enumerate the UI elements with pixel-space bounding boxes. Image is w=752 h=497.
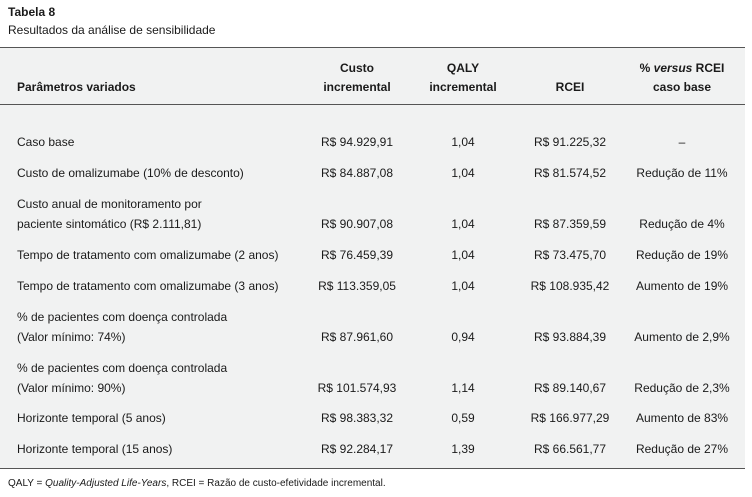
incremental-cost-cell: R$ 98.383,32 (320, 411, 394, 425)
incremental-qaly-cell: 1,39 (451, 442, 475, 456)
pct-vs-base-cell: Redução de 11% (636, 166, 728, 180)
rcei-cell: R$ 93.884,39 (533, 330, 607, 344)
rcei-cell: R$ 81.574,52 (533, 166, 607, 180)
pct-vs-base-cell: Redução de 19% (635, 248, 729, 262)
incremental-cost-cell: R$ 84.887,08 (320, 166, 394, 180)
header-rcei: RCEI (555, 80, 585, 94)
sensitivity-table (0, 47, 745, 469)
incremental-qaly-cell: 1,04 (451, 166, 475, 180)
header-cost-line1: Custo (340, 61, 374, 75)
header-qaly-line1: QALY (446, 61, 480, 75)
rcei-cell: R$ 166.977,29 (530, 411, 610, 425)
header-pct-vs-base (627, 59, 737, 97)
table-footnote (8, 478, 386, 489)
parameter-line2: (Valor mínimo: 90%) (17, 381, 126, 395)
incremental-qaly-cell: 1,14 (451, 381, 475, 395)
table-body (0, 105, 745, 468)
pct-vs-base-cell: Aumento de 83% (635, 411, 729, 425)
header-qaly-line2: incremental (429, 80, 497, 94)
incremental-cost-cell: R$ 94.929,91 (320, 135, 394, 149)
header-pct-line1 (627, 59, 737, 78)
parameter-line1: % de pacientes com doença controlada (17, 310, 228, 324)
footnote-part-c: , RCEI = Razão de custo-efetividade incremental. (166, 478, 386, 489)
parameter-line2: paciente sintomático (R$ 2.111,81) (17, 217, 202, 231)
rcei-cell: R$ 73.475,70 (533, 248, 607, 262)
incremental-cost-cell: R$ 87.961,60 (320, 330, 394, 344)
parameter-line2: (Valor mínimo: 74%) (17, 330, 126, 344)
header-incremental-cost (309, 59, 405, 97)
parameter-line1: Custo de omalizumabe (10% de desconto) (17, 166, 244, 180)
incremental-cost-cell: R$ 113.359,05 (318, 279, 396, 293)
incremental-qaly-cell: 0,94 (451, 330, 475, 344)
pct-vs-base-cell: Redução de 2,3% (634, 381, 730, 395)
incremental-qaly-cell: 1,04 (451, 217, 475, 231)
parameter-line1: Caso base (17, 135, 75, 149)
pct-vs-base-cell: Redução de 4% (639, 217, 725, 231)
incremental-cost-cell: R$ 90.907,08 (320, 217, 394, 231)
footnote-part-a: QALY = (8, 478, 46, 489)
rcei-cell: R$ 87.359,59 (533, 217, 607, 231)
rcei-cell: R$ 66.561,77 (533, 442, 607, 456)
header-cost-line2: incremental (323, 80, 391, 94)
header-incremental-qaly (414, 59, 512, 97)
header-parameters: Parâmetros variados (17, 80, 136, 94)
incremental-cost-cell: R$ 92.284,17 (320, 442, 394, 456)
footnote-part-b: Quality-Adjusted Life-Years (45, 478, 167, 489)
header-pct-prefix: % (639, 61, 654, 75)
pct-vs-base-cell: – (678, 135, 686, 149)
parameter-line1: Custo anual de monitoramento por (17, 197, 202, 211)
header-pct-italic: versus (653, 61, 693, 75)
incremental-qaly-cell: 0,59 (451, 411, 475, 425)
parameter-line1: Tempo de tratamento com omalizumabe (3 anos) (17, 279, 279, 293)
parameter-line1: Horizonte temporal (15 anos) (17, 442, 173, 456)
pct-vs-base-cell: Aumento de 19% (635, 279, 729, 293)
rcei-cell: R$ 108.935,42 (530, 279, 610, 293)
incremental-qaly-cell: 1,04 (451, 135, 475, 149)
parameter-line1: Tempo de tratamento com omalizumabe (2 anos) (17, 248, 279, 262)
incremental-qaly-cell: 1,04 (451, 279, 475, 293)
table-title: Tabela 8 (8, 5, 56, 19)
pct-vs-base-cell: Redução de 27% (635, 442, 729, 456)
rcei-cell: R$ 89.140,67 (533, 381, 607, 395)
incremental-cost-cell: R$ 101.574,93 (317, 381, 397, 395)
parameter-line1: Horizonte temporal (5 anos) (17, 411, 166, 425)
header-pct-suffix: RCEI (692, 61, 725, 75)
parameter-line1: % de pacientes com doença controlada (17, 361, 228, 375)
incremental-cost-cell: R$ 76.459,39 (320, 248, 394, 262)
incremental-qaly-cell: 1,04 (451, 248, 475, 262)
header-pct-line2: caso base (652, 80, 712, 94)
table-header (0, 48, 745, 105)
rcei-cell: R$ 91.225,32 (533, 135, 607, 149)
table-subtitle: Resultados da análise de sensibilidade (8, 23, 216, 37)
pct-vs-base-cell: Aumento de 2,9% (634, 330, 730, 344)
